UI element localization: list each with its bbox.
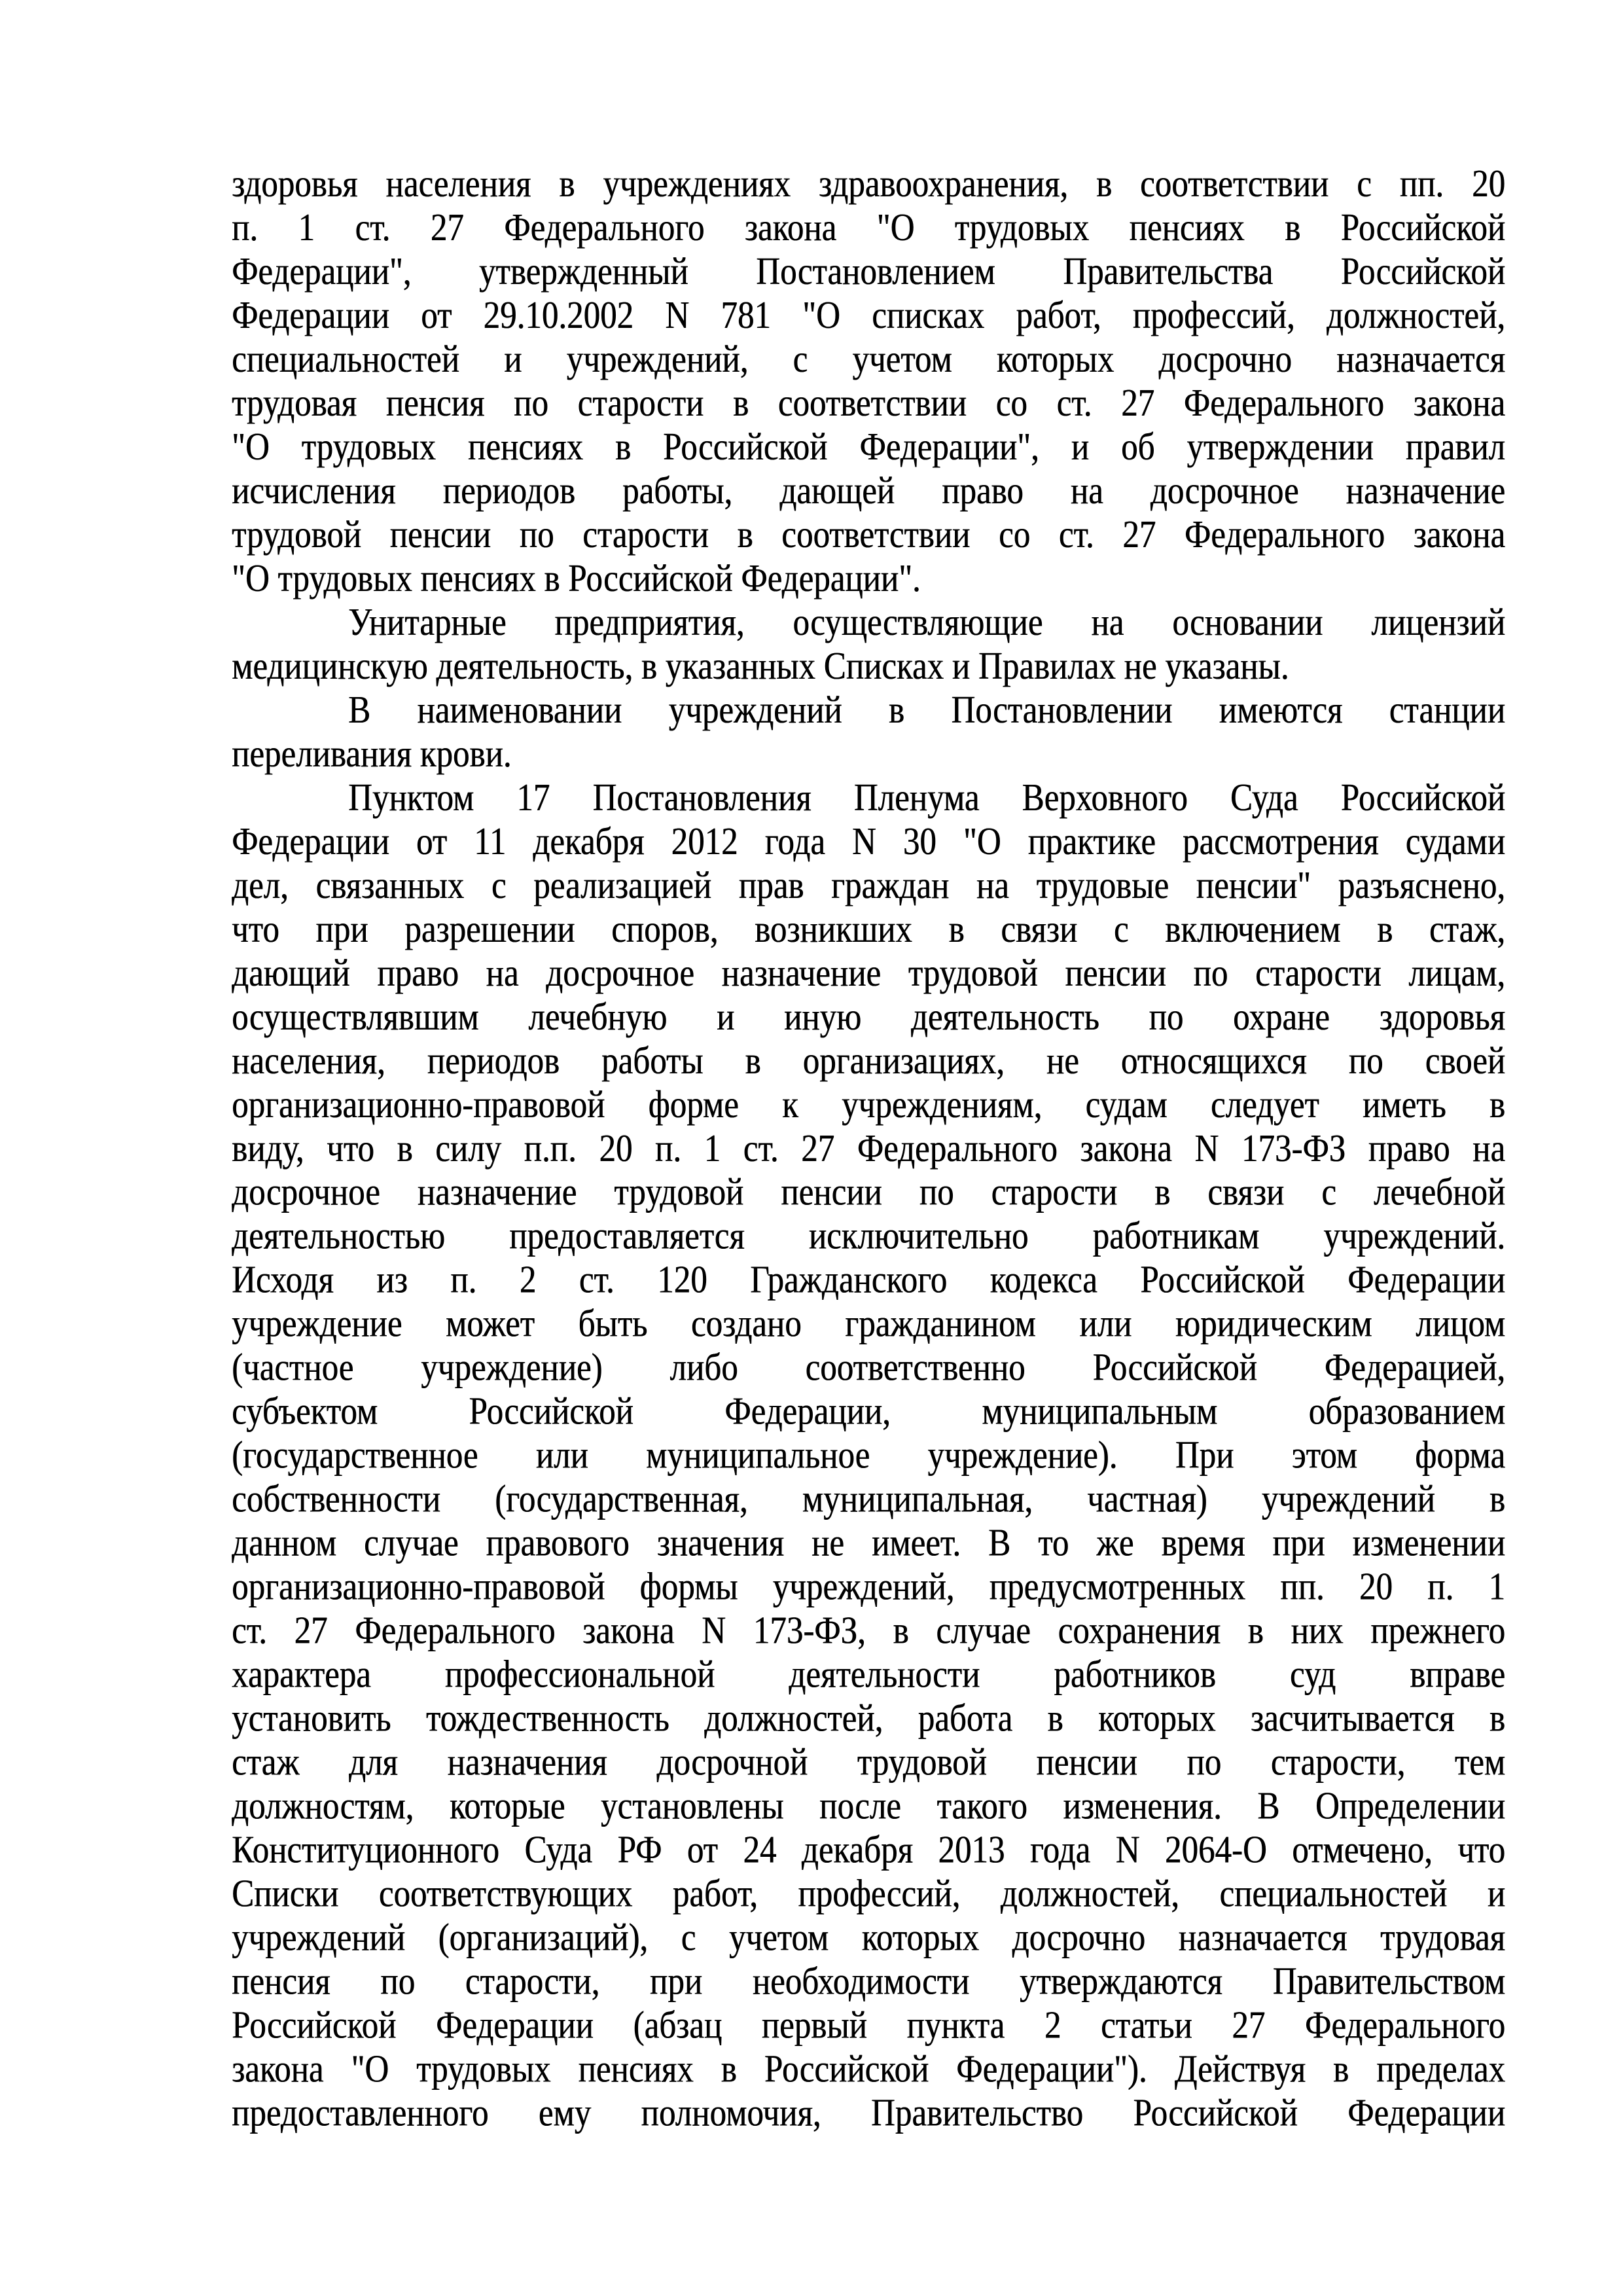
text-line: пенсия по старости, при необходимости утверждаются Правительством xyxy=(232,1960,1505,2003)
text-line: организационно-правовой формы учреждений, предусмотренных пп. 20 п. 1 xyxy=(232,1566,1505,1609)
text-line: Унитарные предприятия, осуществляющие на основании лицензий xyxy=(348,601,1505,644)
text-line: деятельностью предоставляется исключительно работникам учреждений. xyxy=(232,1215,1505,1258)
text-line: (государственное или муниципальное учреждение). При этом форма xyxy=(232,1434,1505,1477)
text-line: трудовой пенсии по старости в соответствии со ст. 27 Федерального закона xyxy=(232,514,1505,556)
text-line: трудовая пенсия по старости в соответствии со ст. 27 Федерального закона xyxy=(232,382,1505,425)
text-line: Федерации от 29.10.2002 N 781 "О списках работ, профессий, должностей, xyxy=(232,295,1505,337)
text-line: характера профессиональной деятельности работников суд вправе xyxy=(232,1653,1505,1696)
text-line: Федерации от 11 декабря 2012 года N 30 "О практике рассмотрения судами xyxy=(232,821,1505,863)
text-line: учреждение может быть создано гражданином или юридическим лицом xyxy=(232,1302,1505,1346)
text-line: исчисления периодов работы, дающей право на досрочное назначение xyxy=(232,470,1505,512)
text-line: осуществлявшим лечебную и иную деятельность по охране здоровья xyxy=(232,996,1505,1039)
text-line: учреждений (организаций), с учетом которых досрочно назначается трудовая xyxy=(232,1916,1505,1960)
text-line: закона "О трудовых пенсиях в Российской Федерации"). Действуя в пределах xyxy=(232,2048,1505,2091)
text-line: Исходя из п. 2 ст. 120 Гражданского кодекса Российской Федерации xyxy=(232,1259,1505,1302)
text-line: (частное учреждение) либо соответственно Российской Федерацией, xyxy=(232,1346,1505,1390)
text-line: должностям, которые установлены после такого изменения. В Определении xyxy=(232,1785,1505,1828)
text-line: населения, периодов работы в организациях, не относящихся по своей xyxy=(232,1039,1505,1083)
text-line: Списки соответствующих работ, профессий, должностей, специальностей и xyxy=(232,1873,1505,1916)
text-line: виду, что в силу п.п. 20 п. 1 ст. 27 Федерального закона N 173-ФЗ право на xyxy=(232,1127,1505,1170)
text-line: субъектом Российской Федерации, муниципальным образованием xyxy=(232,1390,1505,1433)
text-line: ст. 27 Федерального закона N 173-ФЗ, в случае сохранения в них прежнего xyxy=(232,1609,1505,1653)
text-line: медицинскую деятельность, в указанных Списках и Правилах не указаны. xyxy=(232,645,1289,688)
text-line: п. 1 ст. 27 Федерального закона "О трудовых пенсиях в Российской xyxy=(232,207,1505,249)
text-line: что при разрешении споров, возникших в связи с включением в стаж, xyxy=(232,908,1505,951)
text-line: данном случае правового значения не имеет. В то же время при изменении xyxy=(232,1522,1505,1565)
text-line: В наименовании учреждений в Постановлении имеются станции xyxy=(348,689,1505,732)
document-text xyxy=(232,162,1505,2136)
text-line: здоровья населения в учреждениях здравоохранения, в соответствии с пп. 20 xyxy=(232,163,1505,206)
text-line: Российской Федерации (абзац первый пункта 2 статьи 27 Федерального xyxy=(232,2004,1505,2047)
text-line: "О трудовых пенсиях в Российской Федерации", и об утверждении правил xyxy=(232,426,1505,469)
text-line: Конституционного Суда РФ от 24 декабря 2013 года N 2064-О отмечено, что xyxy=(232,1829,1505,1872)
text-line: Пунктом 17 Постановления Пленума Верховного Суда Российской xyxy=(348,777,1505,819)
text-line: дел, связанных с реализацией прав граждан на трудовые пенсии" разъяснено, xyxy=(232,864,1505,907)
text-line: дающий право на досрочное назначение трудовой пенсии по старости лицам, xyxy=(232,952,1505,995)
text-line: переливания крови. xyxy=(232,733,512,776)
text-line: специальностей и учреждений, с учетом которых досрочно назначается xyxy=(232,338,1505,381)
text-line: организационно-правовой форме к учреждениям, судам следует иметь в xyxy=(232,1083,1505,1126)
text-line: установить тождественность должностей, работа в которых засчитывается в xyxy=(232,1697,1505,1740)
text-line: стаж для назначения досрочной трудовой пенсии по старости, тем xyxy=(232,1741,1505,1784)
text-line: предоставленного ему полномочия, Правительство Российской Федерации xyxy=(232,2092,1505,2135)
text-line: "О трудовых пенсиях в Российской Федерации". xyxy=(232,558,921,600)
text-line: собственности (государственная, муниципальная, частная) учреждений в xyxy=(232,1478,1505,1521)
text-line: досрочное назначение трудовой пенсии по старости в связи с лечебной xyxy=(232,1171,1505,1214)
text-line: Федерации", утвержденный Постановлением Правительства Российской xyxy=(232,251,1505,293)
